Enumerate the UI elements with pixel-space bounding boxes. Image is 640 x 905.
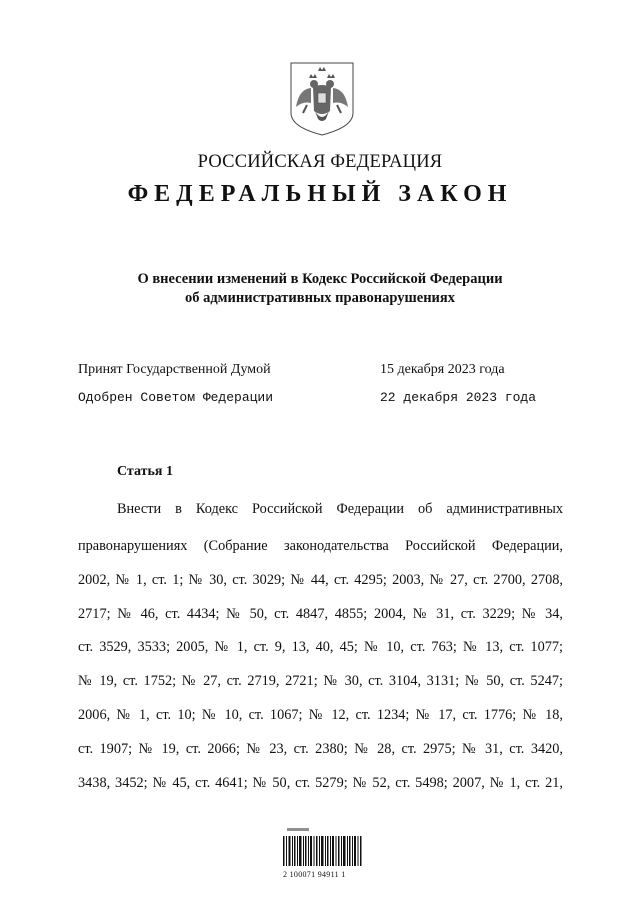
council-approval-label: Одобрен Советом Федерации xyxy=(78,390,274,405)
law-title-line: О внесении изменений в Кодекс Российской Федерации xyxy=(137,271,503,287)
article-body-line: 2002, № 1, ст. 1; № 30, ст. 3029; № 44, ст. 4295; 2003, № 27, ст. 2700, 2708, xyxy=(78,572,563,588)
article-title: Статья 1 xyxy=(117,464,173,479)
duma-adoption-date: 15 декабря 2023 года xyxy=(380,362,505,377)
double-headed-eagle-icon xyxy=(289,61,355,137)
coat-of-arms-emblem xyxy=(289,61,355,137)
article-body-line: Внести в Кодекс Российской Федерации об административных xyxy=(117,501,563,517)
article-body-line: ст. 3529, 3533; 2005, № 1, ст. 9, 13, 40, 45; № 10, ст. 763; № 13, ст. 1077; xyxy=(78,639,563,655)
country-heading: РОССИЙСКАЯ ФЕДЕРАЦИЯ xyxy=(197,152,443,172)
barcode-icon xyxy=(283,826,363,870)
document-barcode xyxy=(283,826,363,884)
article-body-line: 3438, 3452; № 45, ст. 4641; № 50, ст. 5279; № 52, ст. 5498; 2007, № 1, ст. 21, xyxy=(78,775,563,791)
document-type-heading: ФЕДЕРАЛЬНЫЙ ЗАКОН xyxy=(127,181,513,207)
council-approval-date: 22 декабря 2023 года xyxy=(380,390,537,405)
article-body-line: ст. 1907; № 19, ст. 2066; № 23, ст. 2380; № 28, ст. 2975; № 31, ст. 3420, xyxy=(78,741,563,757)
article-body-line: 2717; № 46, ст. 4434; № 50, ст. 4847, 4855; 2004, № 31, ст. 3229; № 34, xyxy=(78,606,563,622)
barcode-number: 2 100071 94911 1 xyxy=(283,870,346,879)
article-body-line: 2006, № 1, ст. 10; № 10, ст. 1067; № 12, ст. 1234; № 17, ст. 1776; № 18, xyxy=(78,707,563,723)
law-title xyxy=(60,270,580,308)
article-body-line: правонарушениях (Собрание законодательства Российской Федерации, xyxy=(78,538,563,554)
law-title-line: об административных правонарушениях xyxy=(184,290,456,306)
article-body-line: № 19, ст. 1752; № 27, ст. 2719, 2721; № 30, ст. 3104, 3131; № 50, ст. 5247; xyxy=(78,673,563,689)
duma-adoption-label: Принят Государственной Думой xyxy=(78,362,271,377)
